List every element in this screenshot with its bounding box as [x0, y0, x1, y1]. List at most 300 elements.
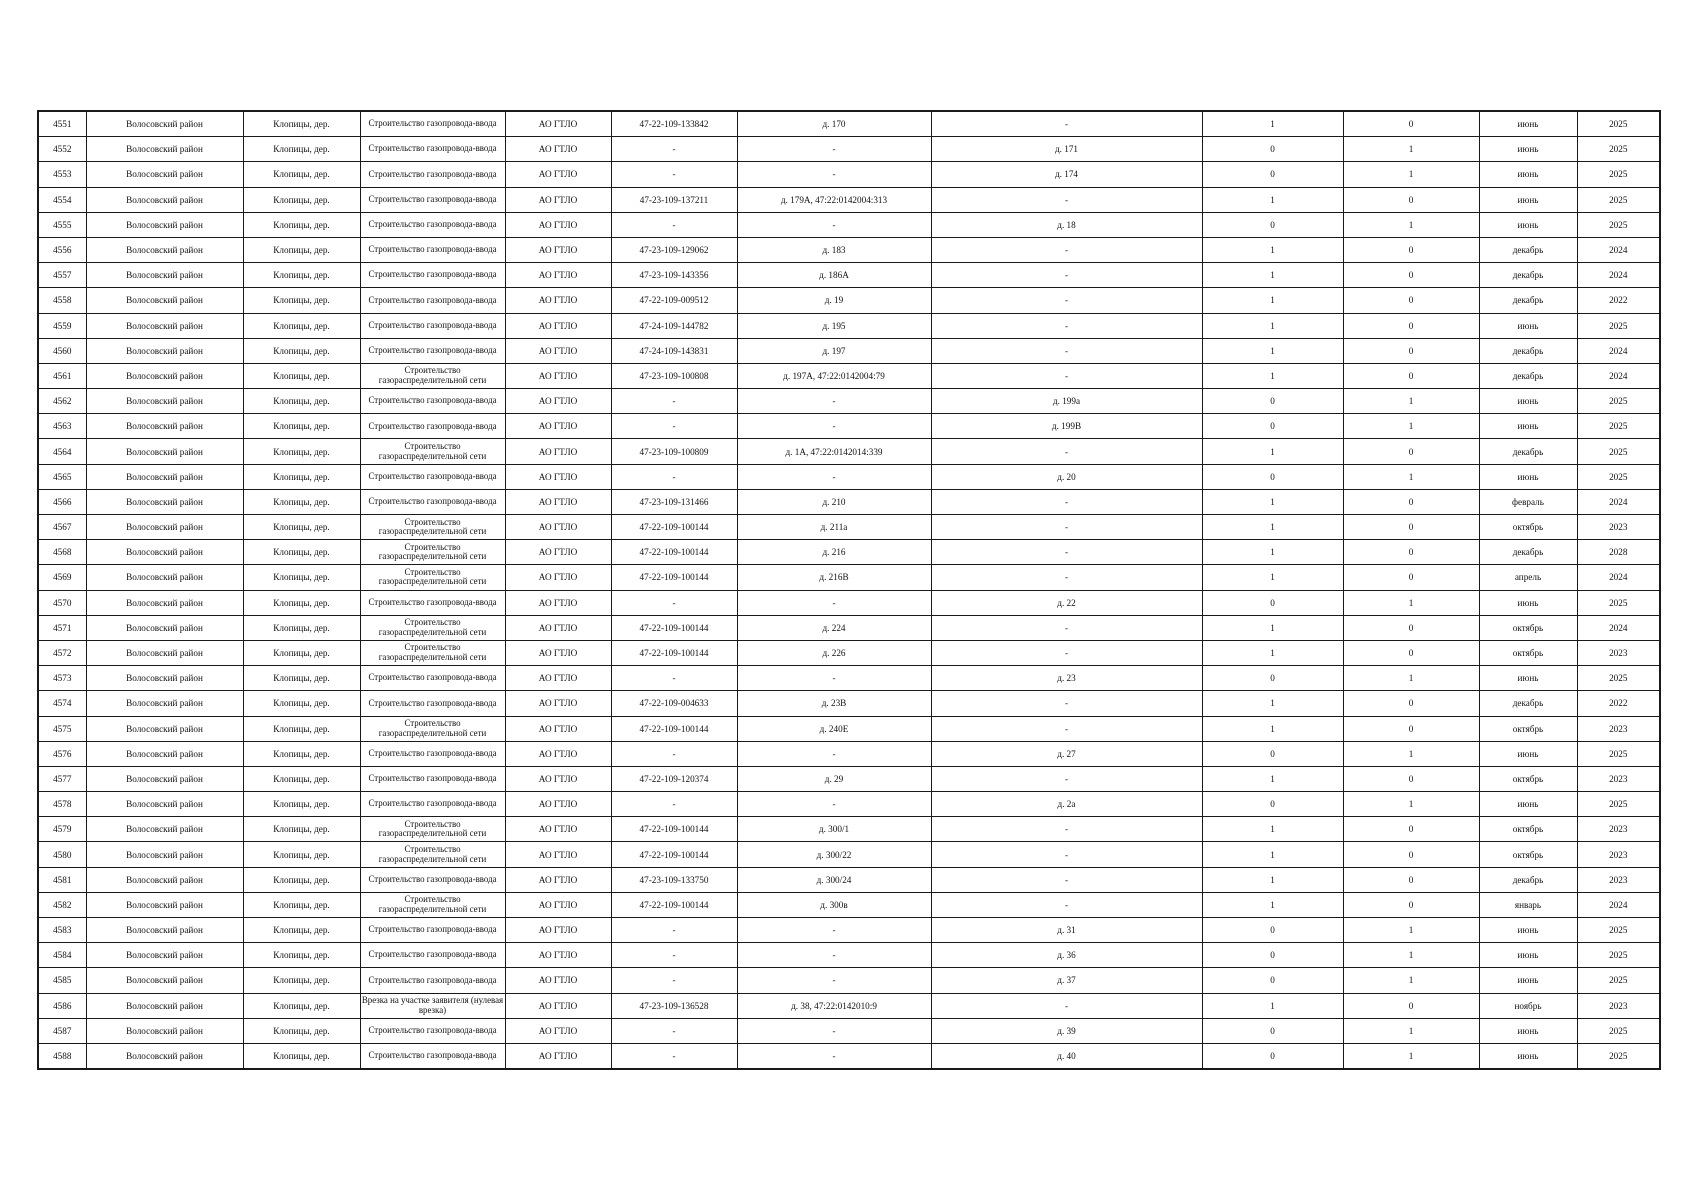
- cell-organization: АО ГТЛО: [505, 439, 611, 464]
- table-row: [38, 515, 1660, 540]
- cell-address-planned: -: [931, 565, 1202, 590]
- cell-planned-count: 1: [1343, 590, 1479, 615]
- cell-year: 2025: [1577, 162, 1660, 187]
- cell-address-connected: -: [737, 137, 931, 162]
- cell-district: Волосовский район: [86, 540, 243, 565]
- cell-address-planned: д. 18: [931, 212, 1202, 237]
- cell-month: декабрь: [1479, 439, 1577, 464]
- cell-contract-number: -: [611, 943, 737, 968]
- cell-work-type: Строительство газопровода-ввода: [360, 187, 505, 212]
- cell-address-connected: д. 38, 47:22:0142010:9: [737, 993, 931, 1018]
- cell-work-type: Строительство газораспределительной сети: [360, 565, 505, 590]
- gasification-table: [37, 110, 1661, 1070]
- cell-address-connected: -: [737, 666, 931, 691]
- cell-row-number: 4553: [38, 162, 86, 187]
- cell-row-number: 4576: [38, 741, 86, 766]
- cell-district: Волосовский район: [86, 389, 243, 414]
- cell-address-planned: -: [931, 615, 1202, 640]
- cell-organization: АО ГТЛО: [505, 1018, 611, 1043]
- cell-address-connected: -: [737, 1018, 931, 1043]
- cell-planned-count: 0: [1343, 766, 1479, 791]
- table-row: [38, 363, 1660, 388]
- cell-address-planned: -: [931, 540, 1202, 565]
- cell-month: декабрь: [1479, 263, 1577, 288]
- cell-organization: АО ГТЛО: [505, 943, 611, 968]
- cell-planned-count: 1: [1343, 666, 1479, 691]
- cell-work-type: Строительство газораспределительной сети: [360, 892, 505, 917]
- cell-row-number: 4581: [38, 867, 86, 892]
- cell-work-type: Строительство газораспределительной сети: [360, 842, 505, 867]
- cell-month: январь: [1479, 892, 1577, 917]
- cell-contract-number: 47-24-109-144782: [611, 313, 737, 338]
- cell-address-connected: д. 300/1: [737, 817, 931, 842]
- cell-year: 2024: [1577, 237, 1660, 262]
- cell-address-connected: д. 226: [737, 640, 931, 665]
- cell-address-connected: д. 170: [737, 111, 931, 137]
- cell-connected-count: 0: [1202, 943, 1343, 968]
- cell-district: Волосовский район: [86, 565, 243, 590]
- cell-planned-count: 0: [1343, 338, 1479, 363]
- table-row: [38, 414, 1660, 439]
- cell-organization: АО ГТЛО: [505, 313, 611, 338]
- table-row: [38, 842, 1660, 867]
- cell-connected-count: 1: [1202, 867, 1343, 892]
- cell-work-type: Врезка на участке заявителя (нулевая врезка): [360, 993, 505, 1018]
- cell-year: 2024: [1577, 615, 1660, 640]
- cell-organization: АО ГТЛО: [505, 892, 611, 917]
- cell-district: Волосовский район: [86, 640, 243, 665]
- cell-contract-number: -: [611, 389, 737, 414]
- cell-address-planned: д. 23: [931, 666, 1202, 691]
- cell-address-planned: -: [931, 716, 1202, 741]
- cell-year: 2025: [1577, 137, 1660, 162]
- cell-address-connected: -: [737, 943, 931, 968]
- cell-address-planned: -: [931, 489, 1202, 514]
- cell-year: 2024: [1577, 892, 1660, 917]
- cell-connected-count: 1: [1202, 766, 1343, 791]
- cell-district: Волосовский район: [86, 691, 243, 716]
- table-row: [38, 867, 1660, 892]
- cell-year: 2025: [1577, 918, 1660, 943]
- cell-locality: Клопицы, дер.: [243, 691, 360, 716]
- cell-organization: АО ГТЛО: [505, 288, 611, 313]
- cell-contract-number: -: [611, 792, 737, 817]
- cell-work-type: Строительство газораспределительной сети: [360, 615, 505, 640]
- cell-month: апрель: [1479, 565, 1577, 590]
- cell-organization: АО ГТЛО: [505, 363, 611, 388]
- cell-organization: АО ГТЛО: [505, 187, 611, 212]
- cell-locality: Клопицы, дер.: [243, 137, 360, 162]
- cell-year: 2023: [1577, 842, 1660, 867]
- cell-year: 2023: [1577, 640, 1660, 665]
- cell-planned-count: 0: [1343, 111, 1479, 137]
- cell-address-planned: д. 199В: [931, 414, 1202, 439]
- cell-month: июнь: [1479, 414, 1577, 439]
- cell-address-planned: д. 199а: [931, 389, 1202, 414]
- cell-month: октябрь: [1479, 817, 1577, 842]
- cell-contract-number: 47-22-109-100144: [611, 615, 737, 640]
- table-row: [38, 162, 1660, 187]
- cell-work-type: Строительство газопровода-ввода: [360, 414, 505, 439]
- cell-address-planned: -: [931, 111, 1202, 137]
- cell-work-type: Строительство газопровода-ввода: [360, 666, 505, 691]
- cell-row-number: 4569: [38, 565, 86, 590]
- cell-organization: АО ГТЛО: [505, 489, 611, 514]
- cell-district: Волосовский район: [86, 741, 243, 766]
- cell-district: Волосовский район: [86, 993, 243, 1018]
- table-row: [38, 338, 1660, 363]
- cell-work-type: Строительство газопровода-ввода: [360, 162, 505, 187]
- cell-organization: АО ГТЛО: [505, 867, 611, 892]
- cell-month: июнь: [1479, 162, 1577, 187]
- cell-locality: Клопицы, дер.: [243, 237, 360, 262]
- cell-year: 2025: [1577, 414, 1660, 439]
- cell-organization: АО ГТЛО: [505, 338, 611, 363]
- cell-address-connected: д. 195: [737, 313, 931, 338]
- table-row: [38, 389, 1660, 414]
- cell-district: Волосовский район: [86, 817, 243, 842]
- cell-year: 2023: [1577, 817, 1660, 842]
- cell-district: Волосовский район: [86, 288, 243, 313]
- cell-district: Волосовский район: [86, 590, 243, 615]
- cell-planned-count: 0: [1343, 842, 1479, 867]
- cell-address-connected: -: [737, 212, 931, 237]
- cell-month: октябрь: [1479, 515, 1577, 540]
- cell-connected-count: 1: [1202, 237, 1343, 262]
- cell-planned-count: 0: [1343, 691, 1479, 716]
- table-row: [38, 968, 1660, 993]
- cell-row-number: 4571: [38, 615, 86, 640]
- cell-work-type: Строительство газопровода-ввода: [360, 111, 505, 137]
- cell-address-connected: -: [737, 590, 931, 615]
- cell-district: Волосовский район: [86, 1018, 243, 1043]
- cell-district: Волосовский район: [86, 414, 243, 439]
- cell-work-type: Строительство газопровода-ввода: [360, 489, 505, 514]
- cell-address-connected: -: [737, 162, 931, 187]
- cell-connected-count: 0: [1202, 1018, 1343, 1043]
- cell-organization: АО ГТЛО: [505, 137, 611, 162]
- cell-year: 2025: [1577, 439, 1660, 464]
- cell-district: Волосовский район: [86, 943, 243, 968]
- cell-connected-count: 0: [1202, 137, 1343, 162]
- table-row: [38, 1043, 1660, 1069]
- cell-contract-number: 47-23-109-100809: [611, 439, 737, 464]
- cell-planned-count: 1: [1343, 943, 1479, 968]
- cell-year: 2024: [1577, 338, 1660, 363]
- cell-year: 2025: [1577, 187, 1660, 212]
- cell-address-planned: д. 20: [931, 464, 1202, 489]
- cell-contract-number: -: [611, 918, 737, 943]
- cell-planned-count: 0: [1343, 716, 1479, 741]
- cell-year: 2025: [1577, 968, 1660, 993]
- cell-contract-number: -: [611, 666, 737, 691]
- cell-connected-count: 0: [1202, 414, 1343, 439]
- cell-district: Волосовский район: [86, 111, 243, 137]
- cell-connected-count: 1: [1202, 716, 1343, 741]
- cell-planned-count: 0: [1343, 313, 1479, 338]
- table-row: [38, 590, 1660, 615]
- cell-planned-count: 0: [1343, 640, 1479, 665]
- cell-district: Волосовский район: [86, 716, 243, 741]
- cell-organization: АО ГТЛО: [505, 237, 611, 262]
- cell-address-planned: -: [931, 691, 1202, 716]
- table-row: [38, 892, 1660, 917]
- cell-district: Волосовский район: [86, 867, 243, 892]
- cell-address-planned: д. 22: [931, 590, 1202, 615]
- cell-address-planned: д. 2а: [931, 792, 1202, 817]
- cell-work-type: Строительство газопровода-ввода: [360, 313, 505, 338]
- cell-address-connected: д. 300/22: [737, 842, 931, 867]
- cell-month: июнь: [1479, 111, 1577, 137]
- cell-month: ноябрь: [1479, 993, 1577, 1018]
- cell-address-connected: д. 197А, 47:22:0142004:79: [737, 363, 931, 388]
- cell-row-number: 4575: [38, 716, 86, 741]
- cell-month: июнь: [1479, 464, 1577, 489]
- cell-row-number: 4557: [38, 263, 86, 288]
- cell-address-connected: д. 29: [737, 766, 931, 791]
- cell-address-planned: -: [931, 263, 1202, 288]
- cell-connected-count: 0: [1202, 590, 1343, 615]
- cell-contract-number: 47-22-109-100144: [611, 892, 737, 917]
- cell-locality: Клопицы, дер.: [243, 918, 360, 943]
- cell-connected-count: 1: [1202, 842, 1343, 867]
- cell-address-planned: -: [931, 842, 1202, 867]
- cell-district: Волосовский район: [86, 918, 243, 943]
- cell-month: декабрь: [1479, 540, 1577, 565]
- cell-address-connected: д. 210: [737, 489, 931, 514]
- cell-locality: Клопицы, дер.: [243, 212, 360, 237]
- cell-row-number: 4572: [38, 640, 86, 665]
- cell-month: июнь: [1479, 666, 1577, 691]
- cell-address-planned: д. 31: [931, 918, 1202, 943]
- cell-contract-number: -: [611, 212, 737, 237]
- cell-month: октябрь: [1479, 716, 1577, 741]
- cell-organization: АО ГТЛО: [505, 111, 611, 137]
- table-row: [38, 464, 1660, 489]
- cell-month: июнь: [1479, 943, 1577, 968]
- cell-locality: Клопицы, дер.: [243, 263, 360, 288]
- cell-planned-count: 0: [1343, 993, 1479, 1018]
- cell-planned-count: 1: [1343, 968, 1479, 993]
- cell-connected-count: 1: [1202, 363, 1343, 388]
- table-row: [38, 993, 1660, 1018]
- cell-row-number: 4552: [38, 137, 86, 162]
- cell-address-planned: д. 171: [931, 137, 1202, 162]
- table-row: [38, 615, 1660, 640]
- cell-contract-number: -: [611, 1043, 737, 1069]
- cell-locality: Клопицы, дер.: [243, 389, 360, 414]
- cell-planned-count: 1: [1343, 162, 1479, 187]
- cell-district: Волосовский район: [86, 237, 243, 262]
- cell-row-number: 4573: [38, 666, 86, 691]
- cell-planned-count: 0: [1343, 817, 1479, 842]
- cell-locality: Клопицы, дер.: [243, 615, 360, 640]
- cell-address-connected: д. 183: [737, 237, 931, 262]
- cell-row-number: 4579: [38, 817, 86, 842]
- cell-contract-number: 47-23-109-136528: [611, 993, 737, 1018]
- cell-district: Волосовский район: [86, 137, 243, 162]
- cell-district: Волосовский район: [86, 363, 243, 388]
- table-body: [38, 111, 1660, 1069]
- cell-address-connected: д. 211а: [737, 515, 931, 540]
- cell-planned-count: 1: [1343, 1043, 1479, 1069]
- cell-work-type: Строительство газопровода-ввода: [360, 691, 505, 716]
- cell-planned-count: 0: [1343, 263, 1479, 288]
- cell-year: 2024: [1577, 489, 1660, 514]
- cell-locality: Клопицы, дер.: [243, 842, 360, 867]
- cell-contract-number: 47-22-109-100144: [611, 540, 737, 565]
- cell-connected-count: 1: [1202, 640, 1343, 665]
- cell-year: 2025: [1577, 741, 1660, 766]
- cell-address-planned: -: [931, 867, 1202, 892]
- cell-contract-number: 47-22-109-133842: [611, 111, 737, 137]
- cell-contract-number: -: [611, 741, 737, 766]
- cell-address-connected: -: [737, 918, 931, 943]
- cell-address-connected: -: [737, 464, 931, 489]
- cell-contract-number: 47-22-109-100144: [611, 817, 737, 842]
- cell-year: 2025: [1577, 111, 1660, 137]
- cell-row-number: 4565: [38, 464, 86, 489]
- cell-organization: АО ГТЛО: [505, 918, 611, 943]
- cell-locality: Клопицы, дер.: [243, 187, 360, 212]
- cell-month: декабрь: [1479, 363, 1577, 388]
- cell-locality: Клопицы, дер.: [243, 464, 360, 489]
- cell-contract-number: 47-23-109-131466: [611, 489, 737, 514]
- cell-row-number: 4562: [38, 389, 86, 414]
- cell-organization: АО ГТЛО: [505, 792, 611, 817]
- cell-district: Волосовский район: [86, 792, 243, 817]
- cell-row-number: 4559: [38, 313, 86, 338]
- cell-planned-count: 1: [1343, 212, 1479, 237]
- cell-contract-number: -: [611, 464, 737, 489]
- table-row: [38, 237, 1660, 262]
- cell-address-planned: -: [931, 363, 1202, 388]
- cell-organization: АО ГТЛО: [505, 263, 611, 288]
- cell-address-connected: д. 23В: [737, 691, 931, 716]
- cell-month: июнь: [1479, 968, 1577, 993]
- cell-district: Волосовский район: [86, 1043, 243, 1069]
- cell-work-type: Строительство газопровода-ввода: [360, 237, 505, 262]
- cell-organization: АО ГТЛО: [505, 162, 611, 187]
- cell-connected-count: 1: [1202, 892, 1343, 917]
- cell-connected-count: 0: [1202, 968, 1343, 993]
- cell-address-planned: -: [931, 237, 1202, 262]
- cell-year: 2028: [1577, 540, 1660, 565]
- table-row: [38, 640, 1660, 665]
- cell-planned-count: 1: [1343, 741, 1479, 766]
- cell-planned-count: 0: [1343, 489, 1479, 514]
- cell-locality: Клопицы, дер.: [243, 565, 360, 590]
- table-row: [38, 691, 1660, 716]
- cell-planned-count: 1: [1343, 918, 1479, 943]
- cell-locality: Клопицы, дер.: [243, 363, 360, 388]
- cell-organization: АО ГТЛО: [505, 540, 611, 565]
- cell-connected-count: 0: [1202, 1043, 1343, 1069]
- cell-month: июнь: [1479, 137, 1577, 162]
- cell-locality: Клопицы, дер.: [243, 313, 360, 338]
- cell-row-number: 4560: [38, 338, 86, 363]
- cell-district: Волосовский район: [86, 842, 243, 867]
- cell-locality: Клопицы, дер.: [243, 489, 360, 514]
- cell-organization: АО ГТЛО: [505, 716, 611, 741]
- cell-row-number: 4551: [38, 111, 86, 137]
- cell-year: 2023: [1577, 993, 1660, 1018]
- cell-month: октябрь: [1479, 766, 1577, 791]
- cell-row-number: 4580: [38, 842, 86, 867]
- cell-month: декабрь: [1479, 237, 1577, 262]
- cell-work-type: Строительство газораспределительной сети: [360, 439, 505, 464]
- cell-connected-count: 1: [1202, 187, 1343, 212]
- cell-work-type: Строительство газопровода-ввода: [360, 338, 505, 363]
- cell-planned-count: 0: [1343, 540, 1479, 565]
- cell-connected-count: 1: [1202, 489, 1343, 514]
- cell-address-connected: д. 186А: [737, 263, 931, 288]
- cell-year: 2025: [1577, 1043, 1660, 1069]
- table-row: [38, 565, 1660, 590]
- cell-address-planned: -: [931, 439, 1202, 464]
- cell-address-planned: -: [931, 640, 1202, 665]
- cell-month: февраль: [1479, 489, 1577, 514]
- cell-organization: АО ГТЛО: [505, 993, 611, 1018]
- cell-contract-number: 47-23-109-137211: [611, 187, 737, 212]
- cell-locality: Клопицы, дер.: [243, 288, 360, 313]
- cell-organization: АО ГТЛО: [505, 414, 611, 439]
- cell-connected-count: 1: [1202, 439, 1343, 464]
- cell-locality: Клопицы, дер.: [243, 162, 360, 187]
- cell-work-type: Строительство газопровода-ввода: [360, 968, 505, 993]
- cell-month: июнь: [1479, 1018, 1577, 1043]
- cell-month: июнь: [1479, 741, 1577, 766]
- cell-year: 2022: [1577, 288, 1660, 313]
- cell-address-planned: д. 39: [931, 1018, 1202, 1043]
- cell-month: декабрь: [1479, 867, 1577, 892]
- cell-planned-count: 0: [1343, 187, 1479, 212]
- cell-connected-count: 0: [1202, 464, 1343, 489]
- cell-month: июнь: [1479, 313, 1577, 338]
- cell-locality: Клопицы, дер.: [243, 640, 360, 665]
- cell-contract-number: -: [611, 1018, 737, 1043]
- cell-work-type: Строительство газопровода-ввода: [360, 792, 505, 817]
- cell-address-connected: д. 224: [737, 615, 931, 640]
- table-row: [38, 792, 1660, 817]
- cell-district: Волосовский район: [86, 439, 243, 464]
- cell-connected-count: 1: [1202, 111, 1343, 137]
- cell-organization: АО ГТЛО: [505, 615, 611, 640]
- cell-connected-count: 1: [1202, 288, 1343, 313]
- cell-planned-count: 1: [1343, 1018, 1479, 1043]
- cell-planned-count: 1: [1343, 792, 1479, 817]
- cell-district: Волосовский район: [86, 162, 243, 187]
- cell-connected-count: 1: [1202, 263, 1343, 288]
- table-row: [38, 137, 1660, 162]
- cell-contract-number: 47-22-109-100144: [611, 842, 737, 867]
- cell-year: 2024: [1577, 363, 1660, 388]
- table-row: [38, 540, 1660, 565]
- cell-contract-number: 47-23-109-143356: [611, 263, 737, 288]
- cell-address-connected: д. 179А, 47:22:0142004:313: [737, 187, 931, 212]
- cell-district: Волосовский район: [86, 766, 243, 791]
- cell-planned-count: 0: [1343, 565, 1479, 590]
- cell-locality: Клопицы, дер.: [243, 792, 360, 817]
- cell-address-planned: -: [931, 766, 1202, 791]
- cell-locality: Клопицы, дер.: [243, 414, 360, 439]
- cell-work-type: Строительство газораспределительной сети: [360, 515, 505, 540]
- cell-locality: Клопицы, дер.: [243, 1018, 360, 1043]
- cell-connected-count: 1: [1202, 338, 1343, 363]
- cell-contract-number: 47-23-109-100808: [611, 363, 737, 388]
- cell-district: Волосовский район: [86, 187, 243, 212]
- cell-work-type: Строительство газопровода-ввода: [360, 867, 505, 892]
